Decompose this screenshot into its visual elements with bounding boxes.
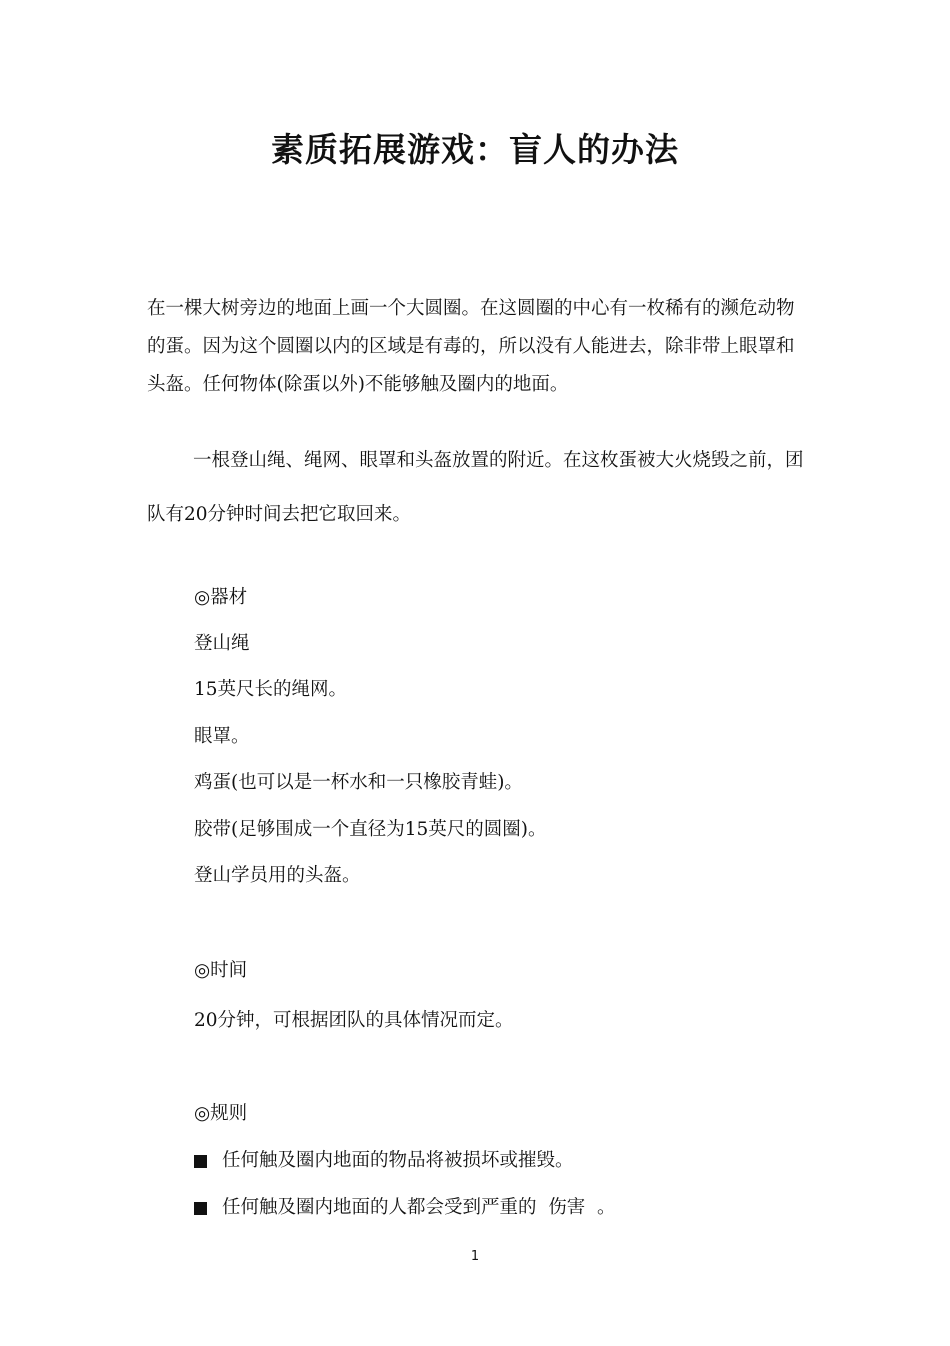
materials-item: 登山绳 <box>194 633 250 654</box>
rule-item <box>194 1148 574 1174</box>
materials-heading: ◎器材 <box>194 587 248 608</box>
rules-heading: ◎规则 <box>194 1103 248 1124</box>
rule-item <box>194 1195 616 1221</box>
rule-item-text: 任何触及圈内地面的人都会受到严重的 伤害 。 <box>222 1197 616 1218</box>
materials-item: 胶带(足够围成一个直径为15英尺的圆圈)。 <box>194 819 547 840</box>
square-bullet-icon <box>194 1155 207 1168</box>
page-number: 1 <box>470 1249 480 1264</box>
intro-paragraph-2: 一根登山绳、绳网、眼罩和头盔放置的附近。在这枚蛋被大火烧毁之前，团队有20分钟时间去把它取回来。 <box>147 450 804 525</box>
materials-item: 登山学员用的头盔。 <box>194 865 361 886</box>
rule-item-text: 任何触及圈内地面的物品将被损坏或摧毁。 <box>222 1150 574 1171</box>
square-bullet-icon <box>194 1202 207 1215</box>
intro-paragraph-1: 在一棵大树旁边的地面上画一个大圆圈。在这圆圈的中心有一枚稀有的濒危动物的蛋。因为这个圆圈以内的区域是有毒的，所以没有人能进去，除非带上眼罩和头盔。任何物体(除蛋以外)不能够触及圈内的地面。 <box>147 298 795 395</box>
time-heading: ◎时间 <box>194 960 248 981</box>
materials-item: 鸡蛋(也可以是一杯水和一只橡胶青蛙)。 <box>194 772 523 793</box>
materials-item: 眼罩。 <box>194 726 250 747</box>
document-title: 素质拓展游戏：盲人的办法 <box>271 130 679 169</box>
materials-item: 15英尺长的绳网。 <box>194 679 348 700</box>
time-text: 20分钟，可根据团队的具体情况而定。 <box>194 1010 514 1031</box>
